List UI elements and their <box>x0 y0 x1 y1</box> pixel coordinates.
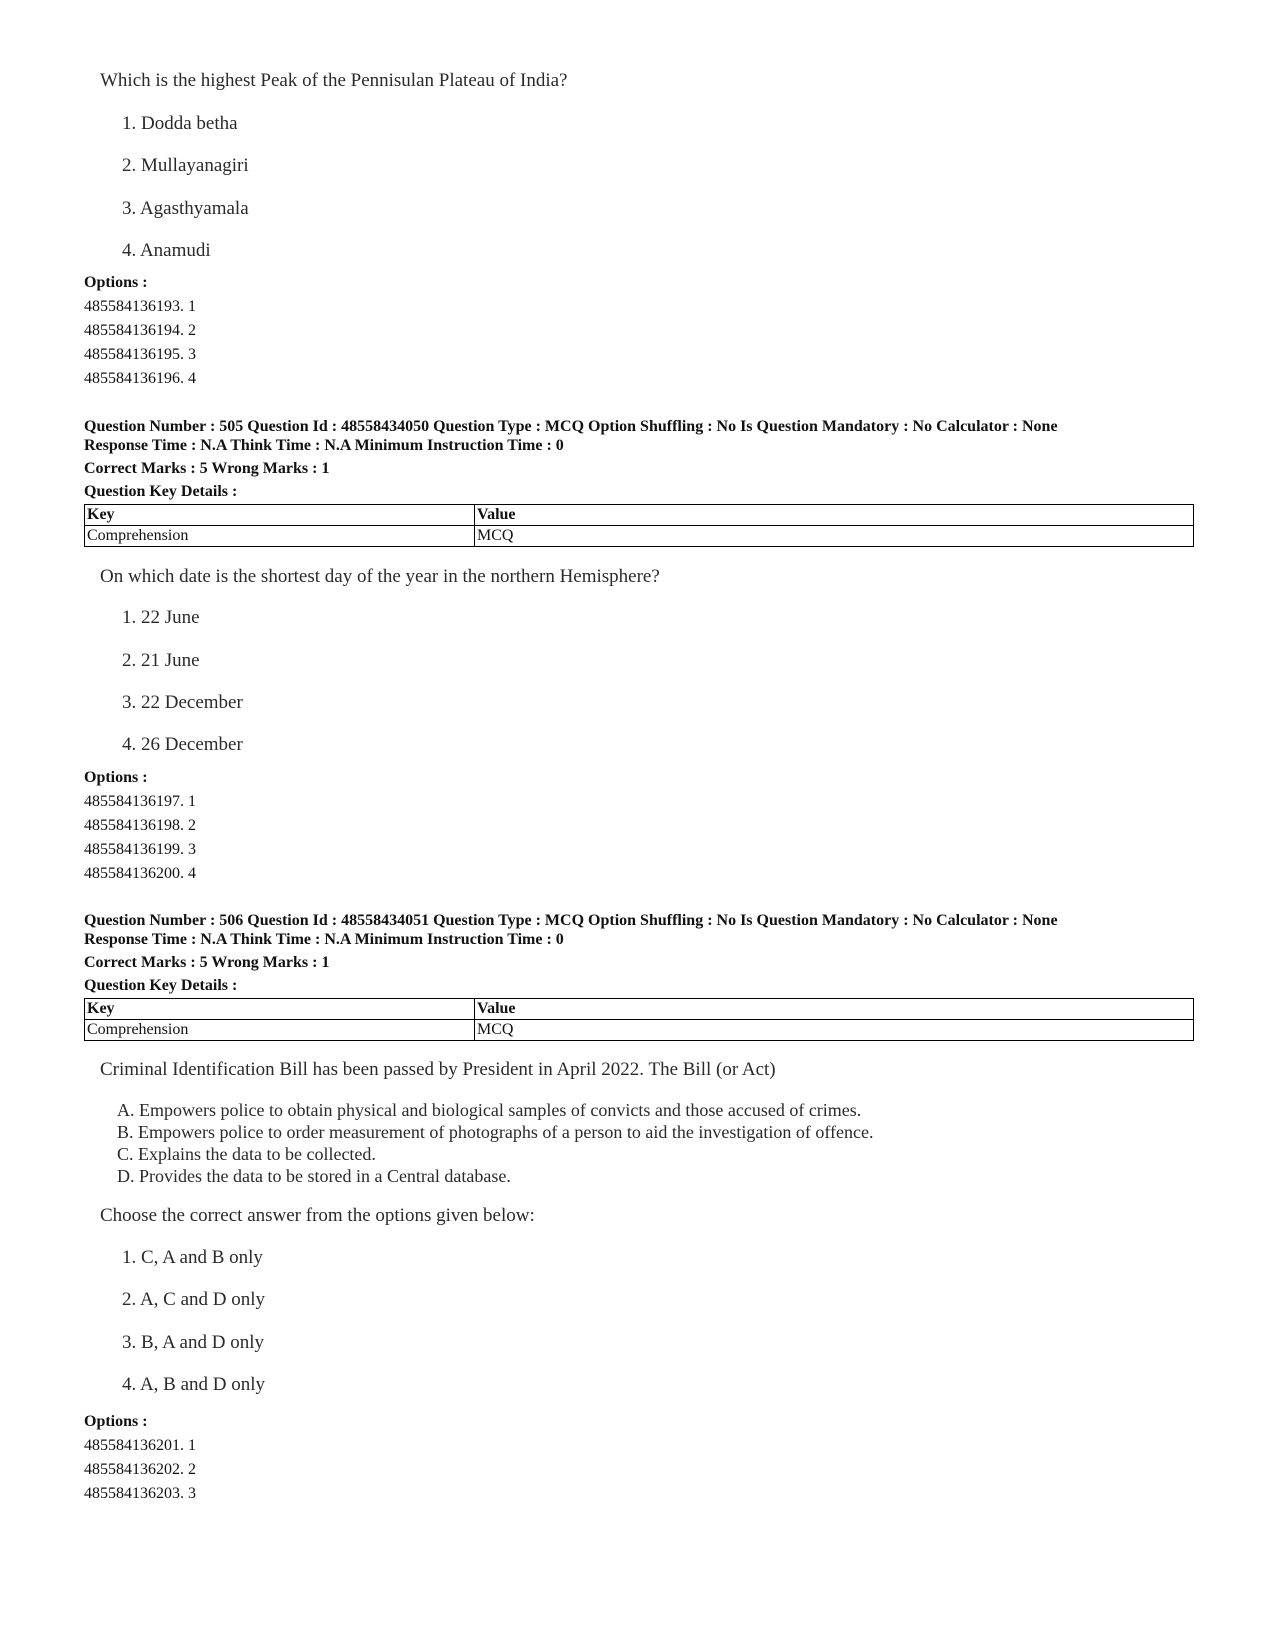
key-details-label: Question Key Details : <box>84 483 238 500</box>
question-text: Criminal Identification Bill has been passed by President in April 2022. The Bill (or Act) <box>100 1059 776 1080</box>
question-timing: Response Time : N.A Think Time : N.A Minimum Instruction Time : 0 <box>84 437 564 454</box>
table-header-key: Key <box>85 999 475 1020</box>
choice-4: 4. Anamudi <box>122 240 211 261</box>
question-marks: Correct Marks : 5 Wrong Marks : 1 <box>84 460 330 477</box>
options-label: Options : <box>84 274 148 291</box>
choice-3: 3. B, A and D only <box>122 1332 264 1353</box>
statement-item: A. Empowers police to obtain physical and biological samples of convicts and those accused of crimes. <box>117 1100 862 1120</box>
table-header-key: Key <box>85 505 475 526</box>
table-cell: MCQ <box>475 526 1194 547</box>
table-cell: Comprehension <box>85 1020 475 1041</box>
option-id: 485584136198. 2 <box>84 817 196 834</box>
option-id: 485584136197. 1 <box>84 793 196 810</box>
table-row <box>85 526 1194 547</box>
choice-3: 3. 22 December <box>122 692 243 713</box>
option-id-list <box>84 1434 196 1506</box>
key-details-table <box>84 504 1194 547</box>
table-row <box>85 1020 1194 1041</box>
option-id: 485584136193. 1 <box>84 298 196 315</box>
option-id: 485584136194. 2 <box>84 322 196 339</box>
choice-3: 3. Agasthyamala <box>122 198 249 219</box>
option-id: 485584136195. 3 <box>84 346 196 363</box>
choice-1: 1. Dodda betha <box>122 113 238 134</box>
statement-item: C. Explains the data to be collected. <box>117 1144 376 1164</box>
option-id-list <box>84 790 196 886</box>
option-id: 485584136200. 4 <box>84 865 196 882</box>
option-id-list <box>84 295 196 391</box>
choice-4: 4. 26 December <box>122 734 243 755</box>
choice-4: 4. A, B and D only <box>122 1374 266 1395</box>
question-header: Question Number : 506 Question Id : 48558434051 Question Type : MCQ Option Shuffling : No Is Question Mandatory : No Calculator : None <box>84 912 1058 929</box>
option-id: 485584136201. 1 <box>84 1437 196 1454</box>
choice-2: 2. Mullayanagiri <box>122 155 249 176</box>
key-details-table <box>84 998 1194 1041</box>
instruction-text: Choose the correct answer from the options given below: <box>100 1205 535 1226</box>
choice-1: 1. C, A and B only <box>122 1247 263 1268</box>
question-text: On which date is the shortest day of the year in the northern Hemisphere? <box>100 566 660 587</box>
option-id: 485584136203. 3 <box>84 1485 196 1502</box>
table-header-row <box>85 999 1194 1020</box>
options-label: Options : <box>84 1413 148 1430</box>
statement-item: D. Provides the data to be stored in a Central database. <box>117 1166 511 1186</box>
table-header-value: Value <box>475 999 1194 1020</box>
statement-item: B. Empowers police to order measurement of photographs of a person to aid the investigation of offence. <box>117 1122 874 1142</box>
choice-1: 1. 22 June <box>122 607 200 628</box>
table-header-value: Value <box>475 505 1194 526</box>
key-details-label: Question Key Details : <box>84 977 238 994</box>
options-label: Options : <box>84 769 148 786</box>
option-id: 485584136202. 2 <box>84 1461 196 1478</box>
question-header: Question Number : 505 Question Id : 48558434050 Question Type : MCQ Option Shuffling : No Is Question Mandatory : No Calculator : None <box>84 418 1058 435</box>
option-id: 485584136196. 4 <box>84 370 196 387</box>
table-cell: MCQ <box>475 1020 1194 1041</box>
table-cell: Comprehension <box>85 526 475 547</box>
question-timing: Response Time : N.A Think Time : N.A Minimum Instruction Time : 0 <box>84 931 564 948</box>
question-text: Which is the highest Peak of the Pennisulan Plateau of India? <box>100 70 568 91</box>
choice-2: 2. 21 June <box>122 650 200 671</box>
table-header-row <box>85 505 1194 526</box>
question-marks: Correct Marks : 5 Wrong Marks : 1 <box>84 954 330 971</box>
choice-2: 2. A, C and D only <box>122 1289 266 1310</box>
statement-list <box>117 1099 873 1187</box>
option-id: 485584136199. 3 <box>84 841 196 858</box>
